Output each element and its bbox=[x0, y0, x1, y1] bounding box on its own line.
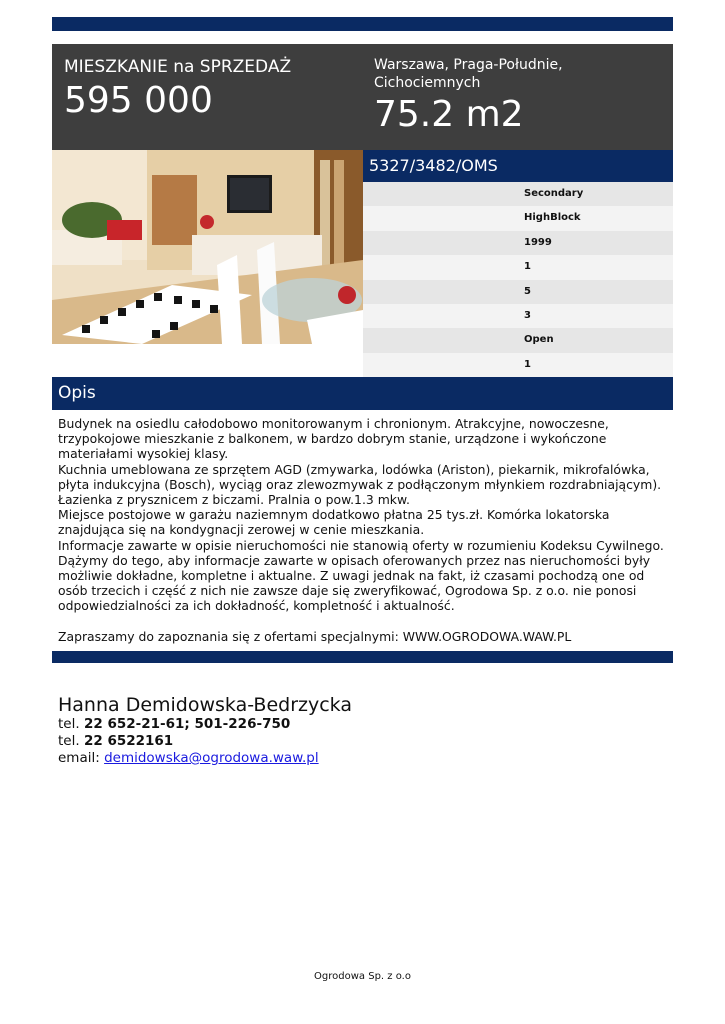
listing-location: Warszawa, Praga-Południe, Cichociemnych bbox=[374, 57, 563, 91]
agent-contact bbox=[58, 694, 668, 767]
phone-label: tel. bbox=[58, 716, 80, 732]
agent-email-line bbox=[58, 750, 668, 767]
description-paragraph: Kuchnia umeblowana ze sprzętem AGD (zmywarka, lodówka (Ariston), piekarnik, mikrofalówka, płyta indukcyjna (Bosch), wyciąg oraz zlewozmywak z podłączonym młynkiem rozdrabniającym). bbox=[58, 461, 662, 492]
spec-row bbox=[363, 231, 673, 255]
specs-table bbox=[363, 182, 673, 377]
description-paragraph: Miejsce postojowe w garażu naziemnym dodatkowo płatna 25 tys.zł. Komórka lokatorska znajdująca się na kondygnacji zerowej w cenie mieszkania. bbox=[58, 507, 610, 538]
listing-price: 595 000 bbox=[64, 80, 213, 121]
description-header bbox=[52, 377, 673, 410]
paragraph-gap bbox=[58, 614, 668, 629]
reference-bar bbox=[363, 150, 673, 182]
listing-area: 75.2 m2 bbox=[374, 94, 524, 135]
agent-phone-2: 22 6522161 bbox=[83, 733, 174, 749]
agent-email-link[interactable]: demidowska@ogrodowa.waw.pl bbox=[104, 750, 319, 766]
spec-row bbox=[363, 206, 673, 230]
reference-number: 5327/3482/OMS bbox=[369, 156, 498, 175]
description-paragraph: Informacje zawarte w opisie nieruchomości nie stanowią oferty w rozumieniu Kodeksu Cywilnego. Dążymy do tego, aby informacje zawarte w opisach oferowanych przez nas nieruchomości były możliwie dokładne, kompletne i aktualne. Z uwagi jednak na fakt, iż czasami pochodzą one od osób trzecich i część z nich nie zawsze daje się zweryfikować, Ogrodowa Sp. z o.o. nie ponosi odpowiedzialności za ich dokładność, kompletność i aktualność. bbox=[58, 537, 664, 614]
spec-value: 1999 bbox=[524, 236, 552, 248]
listing-type: MIESZKANIE na SPRZEDAŻ bbox=[64, 57, 292, 77]
spec-value: 1 bbox=[524, 358, 531, 370]
property-photo bbox=[52, 150, 363, 344]
spec-row bbox=[363, 280, 673, 304]
spec-value: Open bbox=[524, 334, 554, 346]
description-paragraph: Budynek na osiedlu całodobowo monitorowanym i chronionym. Atrakcyjne, nowoczesne, trzypokojowe mieszkanie z balkonem, w bardzo dobrym stanie, urządzone i wykończone materiałami wysokiej klasy. bbox=[58, 416, 609, 462]
header-left bbox=[64, 56, 354, 122]
spec-value: 3 bbox=[524, 309, 531, 321]
spec-row bbox=[363, 353, 673, 377]
spec-row bbox=[363, 182, 673, 206]
email-label: email: bbox=[58, 750, 100, 766]
spec-value: 1 bbox=[524, 261, 531, 273]
living-room-image bbox=[52, 150, 363, 344]
listing-header bbox=[52, 44, 673, 150]
page-footer: Ogrodowa Sp. z o.o bbox=[314, 971, 411, 982]
spec-value: HighBlock bbox=[524, 212, 581, 224]
description-title: Opis bbox=[58, 383, 96, 403]
description-body bbox=[58, 416, 668, 644]
top-bar bbox=[52, 17, 673, 31]
spec-value: Secondary bbox=[524, 188, 584, 199]
agent-name: Hanna Demidowska-Bedrzycka bbox=[58, 694, 352, 716]
bottom-bar bbox=[52, 651, 673, 663]
agent-phone-line bbox=[58, 716, 668, 733]
spec-row bbox=[363, 304, 673, 328]
agent-phone-line bbox=[58, 733, 668, 750]
description-closing: Zapraszamy do zapoznania się z ofertami specjalnymi: WWW.OGRODOWA.WAW.PL bbox=[58, 628, 572, 644]
agent-phone-1: 22 652-21-61; 501-226-750 bbox=[83, 716, 291, 732]
phone-label: tel. bbox=[58, 733, 80, 749]
spec-value: 5 bbox=[524, 285, 531, 297]
description-paragraph: Łazienka z prysznicem z biczami. Pralnia o pow.1.3 mkw. bbox=[58, 492, 410, 508]
spec-row bbox=[363, 328, 673, 352]
spec-row bbox=[363, 255, 673, 279]
header-right bbox=[374, 56, 664, 136]
